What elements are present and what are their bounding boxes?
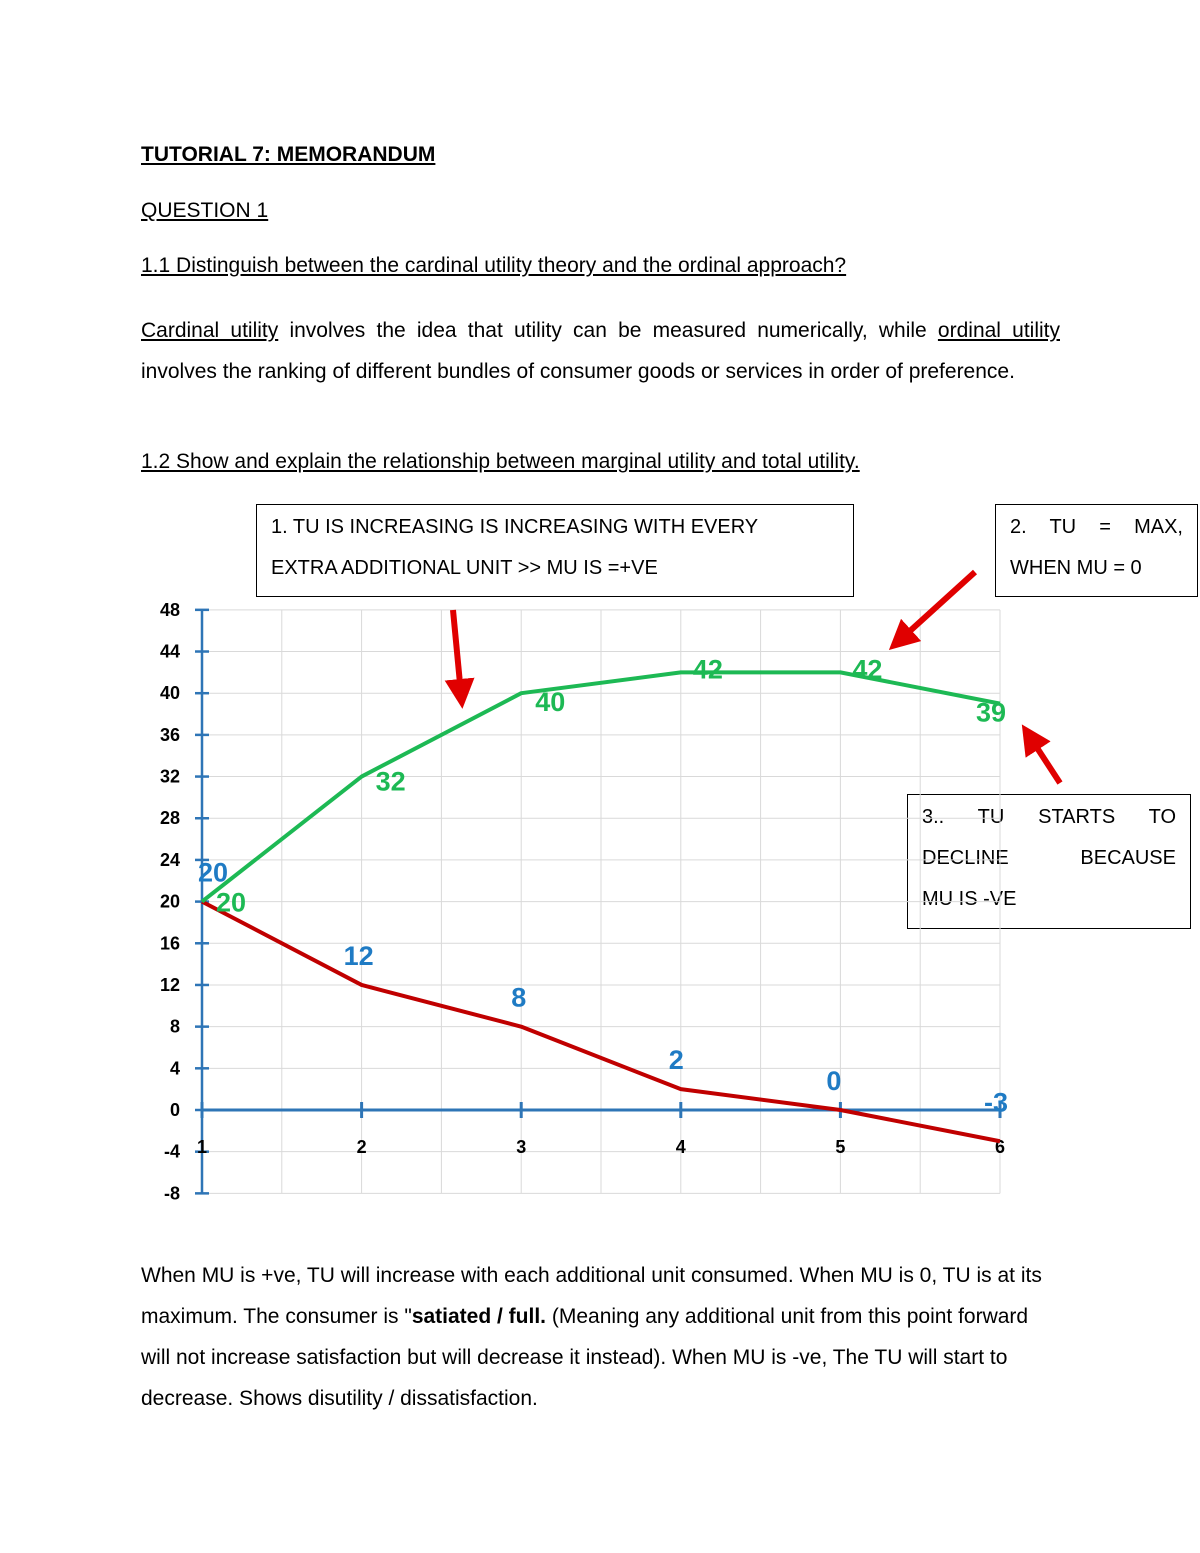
y-tick-label: 36 xyxy=(159,724,180,745)
arrow-to-tu-increase xyxy=(453,610,461,694)
mu-data-label: 12 xyxy=(343,940,374,971)
tu-data-label: 42 xyxy=(852,654,883,685)
tu-data-label: 39 xyxy=(976,697,1007,728)
callout3-line2: DECLINE BECAUSE xyxy=(922,847,1176,869)
answer-text-1: involves the idea that utility can be measured numerically, while xyxy=(278,319,938,342)
x-tick-label: 1 xyxy=(196,1137,208,1157)
y-tick-label: 24 xyxy=(159,849,180,870)
y-tick-label: 28 xyxy=(159,808,180,829)
question-1-1: 1.1 Distinguish between the cardinal utility theory and the ordinal approach? xyxy=(141,254,847,277)
mu-data-label: 2 xyxy=(668,1045,684,1076)
x-tick-label: 2 xyxy=(356,1137,367,1157)
mu-data-label: 0 xyxy=(826,1066,842,1096)
annotation-arrows xyxy=(453,572,1060,783)
callout3-line3: MU IS -VE xyxy=(922,888,1017,910)
callout1-line2: EXTRA ADDITIONAL UNIT >> MU IS =+VE xyxy=(271,557,658,579)
y-tick-label: 48 xyxy=(159,599,180,620)
summary-part-2: (Meaning any additional unit from this point forward will not increase satisfaction but will decrease it instead). When MU is -ve, The TU will start to decrease. Shows disutility / dissatisfaction. xyxy=(141,1305,1029,1410)
arrow-to-tu-max xyxy=(900,572,975,640)
mu-data-label: 20 xyxy=(198,857,229,888)
page-title: TUTORIAL 7: MEMORANDUM xyxy=(141,143,436,166)
y-tick-label: 4 xyxy=(169,1058,180,1079)
tu-data-label: 42 xyxy=(692,654,723,685)
summary-bold: satiated / full. xyxy=(411,1305,547,1328)
callout2-line1: 2. TU = MAX, xyxy=(1010,516,1183,538)
tu-data-label: 32 xyxy=(375,766,406,797)
y-tick-label: 32 xyxy=(159,766,180,787)
x-tick-label: 4 xyxy=(675,1137,686,1157)
y-tick-label: 16 xyxy=(159,933,180,954)
y-tick-label: 40 xyxy=(159,683,180,704)
summary-text xyxy=(141,1255,1060,1419)
chart-grid xyxy=(202,610,1000,1194)
x-tick-label: 5 xyxy=(835,1137,846,1157)
tu-data-label: 40 xyxy=(535,687,566,718)
y-tick-label: -8 xyxy=(163,1183,180,1204)
tu-data-label: 20 xyxy=(216,887,247,918)
mu-data-label: -3 xyxy=(984,1087,1009,1118)
callout2-line2: WHEN MU = 0 xyxy=(1010,557,1142,579)
x-tick-label: 3 xyxy=(516,1137,527,1157)
y-tick-label: 12 xyxy=(159,974,180,995)
arrow-to-tu-decline xyxy=(1030,737,1060,783)
y-tick-label: 8 xyxy=(169,1016,180,1037)
chart-labels xyxy=(198,654,1008,1117)
y-tick-label: 44 xyxy=(159,641,180,662)
mu-data-label: 8 xyxy=(511,982,527,1013)
question-heading: QUESTION 1 xyxy=(141,199,269,222)
y-tick-label: 20 xyxy=(159,891,180,912)
term-ordinal: ordinal utility xyxy=(937,319,1060,342)
question-1-2: 1.2 Show and explain the relationship between marginal utility and total utility. xyxy=(141,450,860,473)
y-tick-label: 0 xyxy=(169,1100,180,1120)
callout1-line1: 1. TU IS INCREASING IS INCREASING WITH EVERY xyxy=(271,516,759,538)
term-cardinal: Cardinal utility xyxy=(141,319,279,342)
summary-part-1: When MU is +ve, TU will increase with each additional unit consumed. When MU is 0, TU is at its maximum. The consumer is " xyxy=(141,1264,1042,1328)
x-tick-label: 6 xyxy=(994,1137,1006,1157)
answer-text-2: involves the ranking of different bundles of consumer goods or services in order of preference. xyxy=(141,360,1015,383)
callout3-line1: 3.. TU STARTS TO xyxy=(922,806,1176,828)
y-tick-label: -4 xyxy=(163,1141,180,1162)
